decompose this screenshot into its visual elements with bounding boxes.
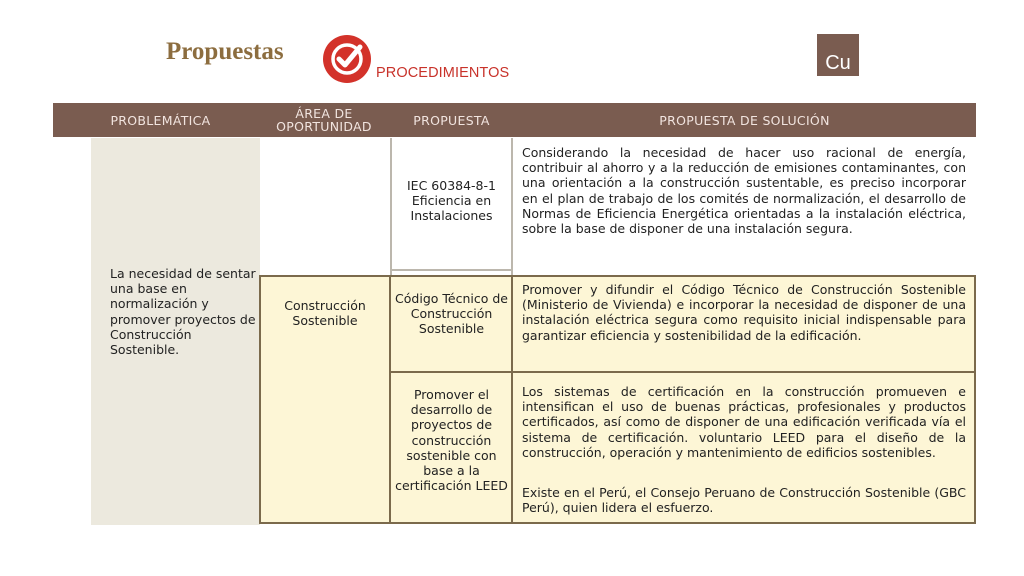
divider (511, 275, 513, 524)
column-header-propuesta: PROPUESTA (413, 112, 490, 128)
table-header (53, 103, 976, 137)
cu-badge: Cu (817, 34, 859, 76)
solucion-cell: Promover y difundir el Código Técnico de Construcción Sostenible (Ministerio de Vivienda) e incorporar la necesidad de disponer de una instalación eléctrica segura como requisito inicial indispensable para garantizar eficiencia y sostenibilidad de la edificación. (522, 282, 966, 343)
column-header-area: ÁREA DE OPORTUNIDAD (276, 106, 372, 134)
solucion-cell: Los sistemas de certificación en la construcción promueven e intensifican el uso de buenas prácticas, profesionales y productos certificados, así como de disponer de una edificación verificada vía el sistema de certificación. voluntario LEED para el diseño de la construcción, operación y mantenimiento de edificios sostenibles. (522, 384, 966, 460)
divider (389, 371, 975, 373)
check-circle-icon (322, 33, 374, 85)
area-cell: Construcción Sostenible (284, 298, 366, 329)
divider (390, 269, 512, 271)
divider (511, 138, 513, 276)
page-title: Propuestas (166, 38, 284, 65)
propuesta-cell: Código Técnico de Construcción Sostenible (395, 291, 508, 337)
column-header-problematica: PROBLEMÁTICA (110, 112, 211, 128)
column-header-solucion: PROPUESTA DE SOLUCIÓN (659, 112, 830, 128)
logo-text: PROCEDIMIENTOS (376, 65, 510, 81)
solucion-cell: Considerando la necesidad de hacer uso racional de energía, contribuir al ahorro y a la reducción de emisiones contaminantes, con una orientación a la construcción sustentable, es preciso incorporar en el plan de trabajo de los comités de normalización, el desarrollo de Normas de Eficiencia Energética orientadas a la instalación eléctrica, sobre la base de disponer de una instalación segura. (522, 145, 966, 237)
divider (390, 138, 392, 276)
problematica-text: La necesidad de sentar una base en normalización y promover proyectos de Construcción Sostenible. (110, 266, 256, 358)
propuesta-cell: IEC 60384-8-1 Eficiencia en Instalaciones (407, 178, 496, 224)
procedimientos-logo (322, 33, 522, 85)
divider (389, 275, 391, 524)
solucion-extra: Existe en el Perú, el Consejo Peruano de Construcción Sostenible (GBC Perú), quien lidera el esfuerzo. (522, 485, 966, 516)
propuesta-cell: Promover el desarrollo de proyectos de construcción sostenible con base a la certificación LEED (395, 387, 508, 494)
